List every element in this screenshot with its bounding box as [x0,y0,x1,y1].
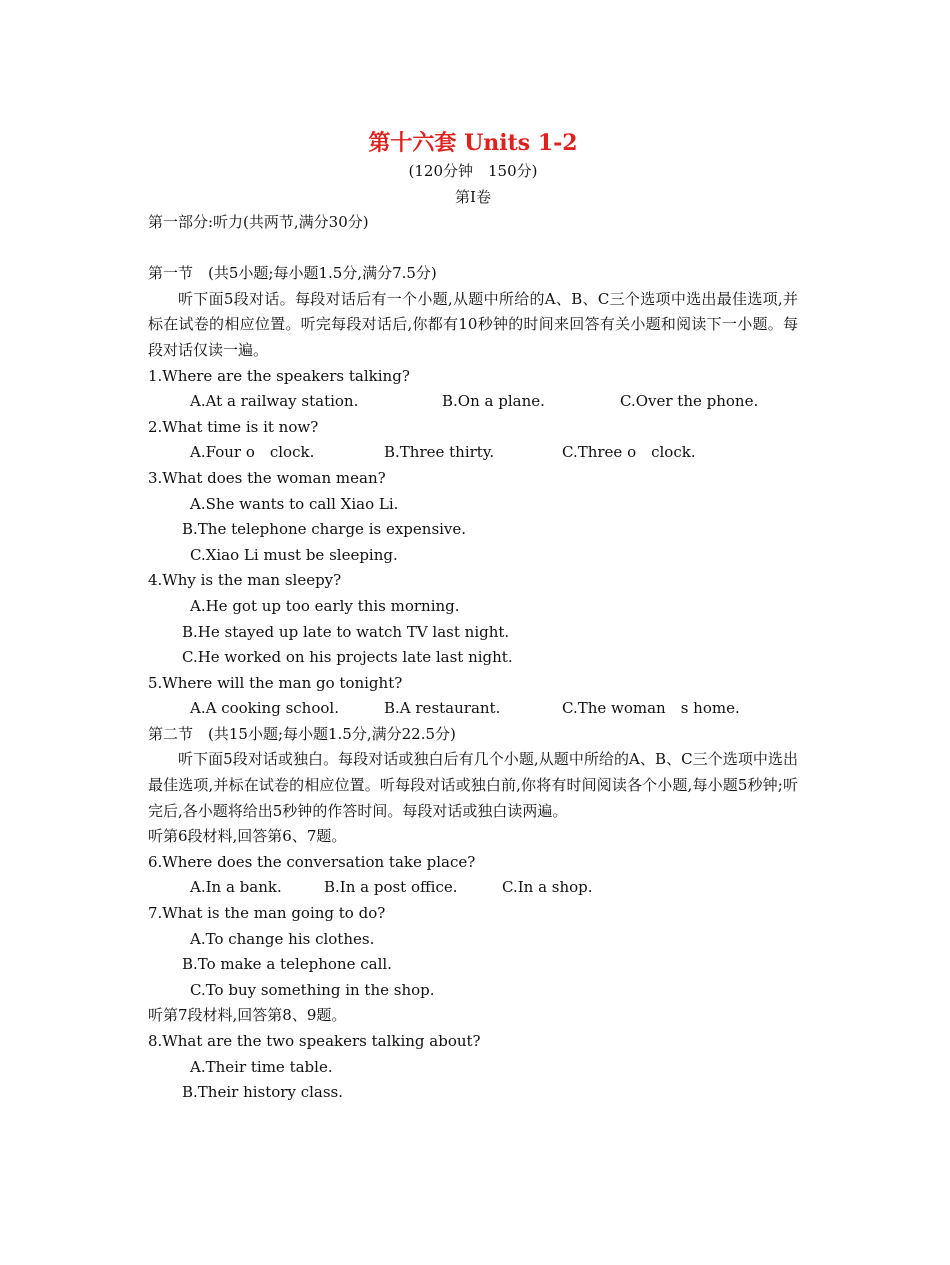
option-c: C.He worked on his projects late last night. [182,648,513,667]
option-a: A.At a railway station. [190,392,359,411]
section2-instructions: 听下面5段对话或独白。每段对话或独白后有几个小题,从题中所给的A、B、C三个选项中选出最佳选项,并标在试卷的相应位置。听每段对话或独白前,你将有时间阅读各个小题,每小题5秒钟;听完后,各小题将给出5秒钟的作答时间。每段对话或独白读两遍。 [148,750,798,820]
exam-page [148,128,798,1106]
question-4: 4.Why is the man sleepy? [148,571,342,590]
option-b: B.Their history class. [182,1083,344,1102]
question-1-options [148,389,798,415]
option-c: C.Over the phone. [620,392,759,411]
option-c: C.Xiao Li must be sleeping. [190,545,398,564]
question-6-options [148,875,798,901]
material-7-label: 听第7段材料,回答第8、9题。 [148,1006,347,1025]
question-3: 3.What does the woman mean? [148,468,386,487]
spacer [148,236,798,262]
option-b: B.He stayed up late to watch TV last night. [182,622,510,641]
section1-heading: 第一节 (共5小题;每小题1.5分,满分7.5分) [148,264,437,283]
option-c: C.To buy something in the shop. [190,980,435,999]
question-2: 2.What time is it now? [148,417,319,436]
option-a: A.She wants to call Xiao Li. [190,494,399,513]
question-7: 7.What is the man going to do? [148,904,386,923]
question-5-options [148,696,798,722]
option-a: A.He got up too early this morning. [190,596,460,615]
option-b: B.The telephone charge is expensive. [182,520,467,539]
part1-heading: 第一部分:听力(共两节,满分30分) [148,213,369,231]
volume-label: 第Ⅰ卷 [455,188,491,206]
option-b: B.Three thirty. [384,443,495,462]
option-c: C.In a shop. [502,878,593,897]
option-a: A.To change his clothes. [190,929,375,948]
material-6-label: 听第6段材料,回答第6、7题。 [148,827,347,846]
section2-heading: 第二节 (共15小题;每小题1.5分,满分22.5分) [148,724,456,743]
question-8: 8.What are the two speakers talking about? [148,1032,481,1050]
question-5: 5.Where will the man go tonight? [148,673,403,692]
option-a: A.Four o clock. [190,443,315,462]
question-6: 6.Where does the conversation take place? [148,852,476,871]
option-c: C.Three o clock. [562,443,696,462]
exam-duration: (120分钟 150分) [408,162,538,180]
option-a: A.In a bank. [190,878,282,897]
section1-instructions: 听下面5段对话。每段对话后有一个小题,从题中所给的A、B、C三个选项中选出最佳选项,并标在试卷的相应位置。听完每段对话后,你都有10秒钟的时间来回答有关小题和阅读下一小题。每段对话仅读一遍。 [148,289,798,359]
question-2-options [148,440,798,466]
option-a: A.Their time table. [190,1057,333,1076]
option-b: B.On a plane. [442,392,545,411]
option-b: B.To make a telephone call. [182,955,392,974]
page-title: 第十六套 Units 1-2 [368,130,578,156]
option-b: B.In a post office. [324,878,458,897]
option-b: B.A restaurant. [384,699,501,718]
question-1: 1.Where are the speakers talking? [148,366,410,385]
option-a: A.A cooking school. [190,699,339,718]
option-c: C.The woman s home. [562,699,740,718]
